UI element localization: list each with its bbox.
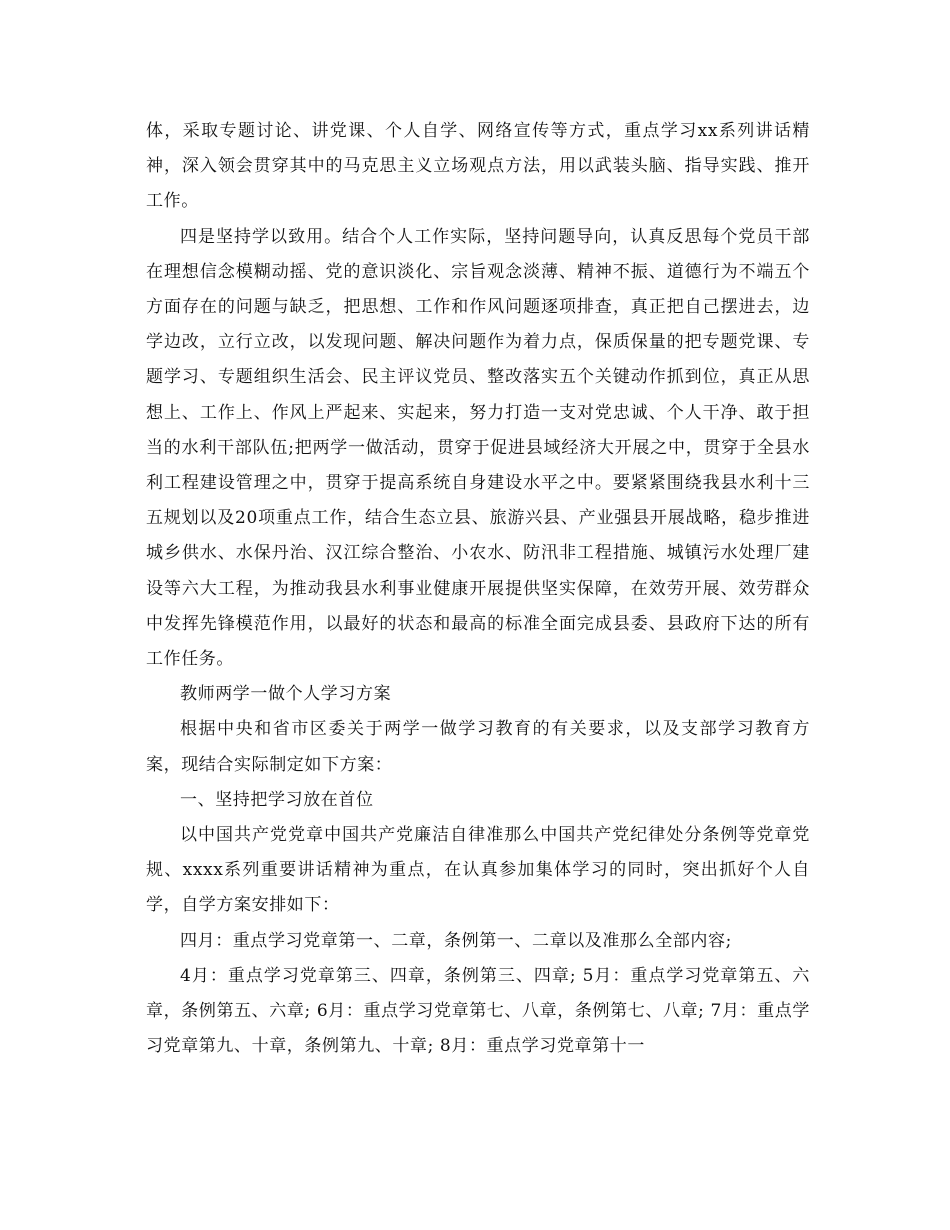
- section-title: 教师两学一做个人学习方案: [180, 684, 392, 705]
- paragraph-study-focus: 以中国共产党党章中国共产党廉洁自律准那么中国共产党纪律处分条例等党章党规、xxxx系列重要讲话精神为重点，在认真参加集体学习的同时，突出抓好个人自学，自学方案安排如下：: [146, 825, 810, 916]
- paragraph-apply-learning: 四是坚持学以致用。结合个人工作实际，坚持问题导向，认真反思每个党员干部在理想信念模糊动摇、党的意识淡化、宗旨观念淡薄、精神不振、道德行为不端五个方面存在的问题与缺乏，把思想、工作和作风问题逐项排查，真正把自己摆进去，边学边改，立行立改，以发现问题、解决问题作为着力点，保质保量的把专题党课、专题学习、专题组织生活会、民主评议党员、整改落实五个关键动作抓到位，真正从思想上、工作上、作风上严起来、实起来，努力打造一支对党忠诚、个人干净、敢于担当的水利干部队伍;把两学一做活动，贯穿于促进县域经济大开展之中，贯穿于全县水利工程建设管理之中，贯穿于提高系统自身建设水平之中。要紧紧围绕我县水利十三五规划以及20项重点工作，结合生态立县、旅游兴县、产业强县开展战略，稳步推进城乡供水、水保丹治、汉江综合整治、小农水、防汛非工程措施、城镇污水处理厂建设等六大工程，为推动我县水利事业健康开展提供坚实保障，在效劳开展、效劳群众中发挥先锋模范作用，以最好的状态和最高的标准全面完成县委、县政府下达的所有工作任务。: [146, 226, 810, 670]
- paragraph-schedule-april: 四月：重点学习党章第一、二章，条例第一、二章以及准那么全部内容;: [180, 930, 732, 951]
- document-body: [146, 114, 810, 1064]
- paragraph-intro: 根据中央和省市区委关于两学一做学习教育的有关要求，以及支部学习教育方案，现结合实际制定如下方案：: [146, 719, 810, 775]
- section-heading-1: 一、坚持把学习放在首位: [180, 789, 374, 810]
- paragraph-continuation: 体，采取专题讨论、讲党课、个人自学、网络宣传等方式，重点学习xx系列讲话精神，深入领会贯穿其中的马克思主义立场观点方法，用以武装头脑、指导实践、推开工作。: [146, 121, 810, 212]
- paragraph-schedule-monthly: 4月：重点学习党章第三、四章，条例第三、四章; 5月：重点学习党章第五、六章，条例第五、六章; 6月：重点学习党章第七、八章，条例第七、八章; 7月：重点学习党章第九、十章，条例第九、十章; 8月：重点学习党章第十一: [146, 965, 810, 1057]
